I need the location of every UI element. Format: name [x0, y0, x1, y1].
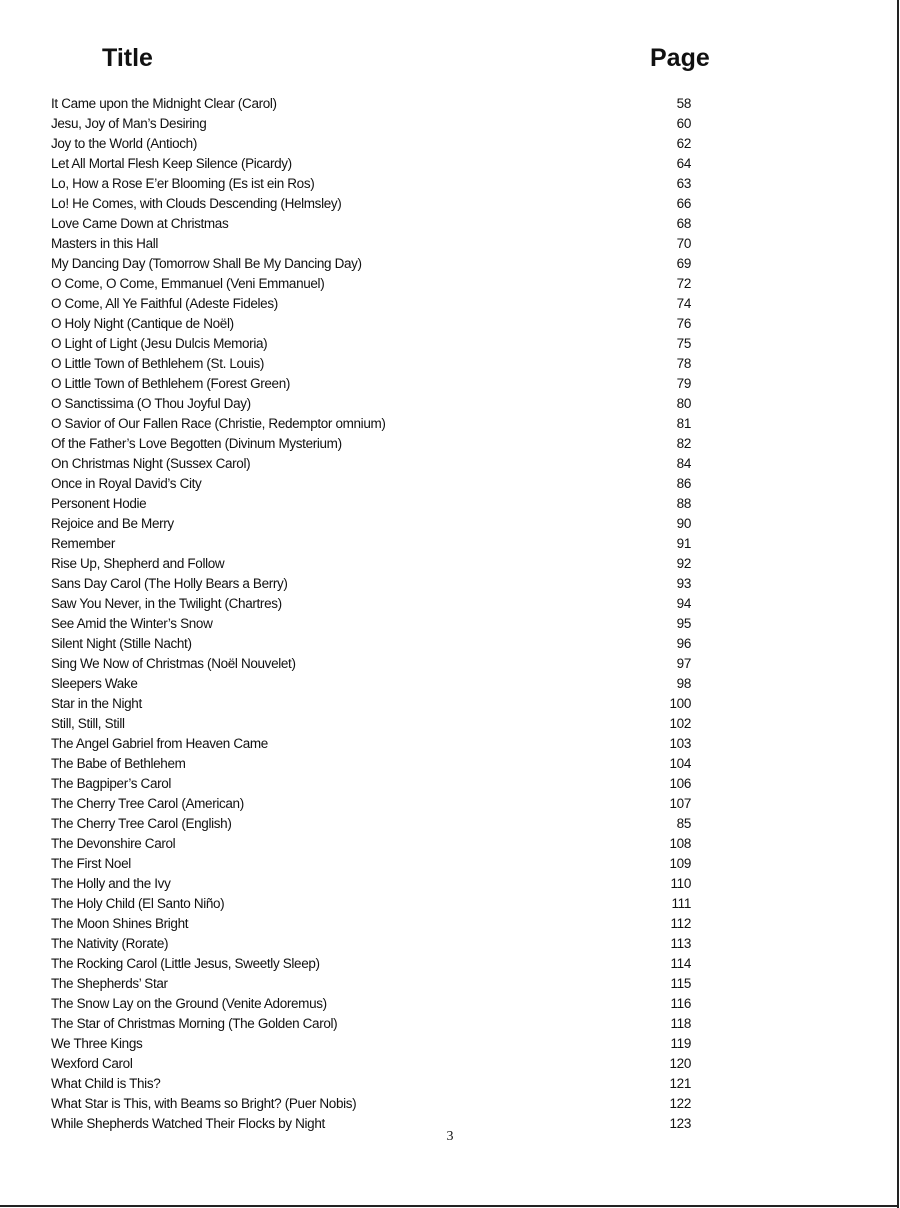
- toc-entry-title: O Little Town of Bethlehem (Forest Green): [51, 376, 291, 391]
- toc-entry-title: The Bagpiper’s Carol: [51, 776, 172, 791]
- toc-entry-page: 97: [676, 656, 691, 671]
- toc-entry-page: 85: [676, 816, 691, 831]
- toc-entry-page: 94: [676, 596, 691, 611]
- toc-entry-page: 121: [669, 1076, 691, 1091]
- toc-entry: [51, 394, 701, 414]
- toc-entry-page: 80: [676, 396, 691, 411]
- toc-entry-title: The Holy Child (El Santo Niño): [51, 896, 225, 911]
- toc-entry-title: Joy to the World (Antioch): [51, 136, 197, 151]
- toc-entry: [51, 934, 701, 954]
- toc-entry: [51, 294, 701, 314]
- toc-entry: [51, 174, 701, 194]
- toc-entry-title: While Shepherds Watched Their Flocks by Night: [51, 1116, 325, 1131]
- toc-entry: [51, 994, 701, 1014]
- title-column-heading: Title: [102, 44, 153, 72]
- toc-entry: [51, 534, 701, 554]
- toc-entry: [51, 514, 701, 534]
- toc-entry: [51, 734, 701, 754]
- toc-entry-page: 93: [676, 576, 691, 591]
- toc-entry-title: O Little Town of Bethlehem (St. Louis): [51, 356, 265, 371]
- toc-entry: [51, 454, 701, 474]
- toc-entry-title: The First Noel: [51, 856, 131, 871]
- toc-entry-page: 60: [676, 116, 691, 131]
- toc-entry-title: The Angel Gabriel from Heaven Came: [51, 736, 268, 751]
- toc-entry: [51, 874, 701, 894]
- toc-entry: [51, 554, 701, 574]
- toc-entry-title: O Come, All Ye Faithful (Adeste Fideles): [51, 296, 278, 311]
- toc-entry-page: 114: [670, 956, 691, 971]
- toc-entry: [51, 574, 701, 594]
- toc-entry: [51, 854, 701, 874]
- toc-entry-page: 96: [676, 636, 691, 651]
- toc-entry-page: 113: [670, 936, 691, 951]
- toc-entry: [51, 974, 701, 994]
- toc-entry-page: 72: [676, 276, 691, 291]
- toc-entry-page: 107: [669, 796, 691, 811]
- toc-entry-page: 69: [676, 256, 691, 271]
- page-number: 3: [446, 1129, 454, 1144]
- toc-entry-title: See Amid the Winter’s Snow: [51, 616, 213, 631]
- toc-entry-page: 88: [676, 496, 691, 511]
- toc-entry-page: 122: [669, 1096, 691, 1111]
- toc-entry-title: The Snow Lay on the Ground (Venite Adoremus): [51, 996, 327, 1011]
- toc-entry-page: 111: [671, 896, 691, 911]
- toc-entry: [51, 914, 701, 934]
- toc-entry-title: Love Came Down at Christmas: [51, 216, 229, 231]
- toc-entry-page: 120: [669, 1056, 691, 1071]
- toc-entry-page: 63: [676, 176, 691, 191]
- toc-entry-title: Let All Mortal Flesh Keep Silence (Picardy): [51, 156, 292, 171]
- toc-entry: [51, 334, 701, 354]
- toc-entry-title: The Rocking Carol (Little Jesus, Sweetly Sleep): [51, 956, 320, 971]
- toc-entry-title: O Holy Night (Cantique de Noël): [51, 316, 234, 331]
- toc-entry-page: 106: [669, 776, 691, 791]
- toc-entry-title: The Shepherds’ Star: [51, 976, 168, 991]
- toc-entry-page: 90: [676, 516, 691, 531]
- toc-entry: [51, 754, 701, 774]
- toc-entry: [51, 1094, 701, 1114]
- toc-entry-title: The Cherry Tree Carol (American): [51, 796, 244, 811]
- toc-entry-page: 82: [676, 436, 691, 451]
- toc-entry: [51, 814, 701, 834]
- toc-entry-page: 103: [669, 736, 691, 751]
- toc-entry: [51, 194, 701, 214]
- toc-entry-title: My Dancing Day (Tomorrow Shall Be My Dancing Day): [51, 256, 362, 271]
- page-bottom-border: [0, 1205, 899, 1207]
- toc-entry: [51, 1074, 701, 1094]
- toc-entry-title: The Moon Shines Bright: [51, 916, 189, 931]
- toc-entry: [51, 414, 701, 434]
- toc-entry: [51, 354, 701, 374]
- toc-entry-page: 86: [676, 476, 691, 491]
- toc-entry-title: Silent Night (Stille Nacht): [51, 636, 192, 651]
- toc-entry-page: 81: [676, 416, 691, 431]
- toc-entry: [51, 234, 701, 254]
- toc-entry-page: 62: [676, 136, 691, 151]
- toc-entry-title: Rejoice and Be Merry: [51, 516, 174, 531]
- toc-entry: [51, 654, 701, 674]
- toc-entry: [51, 134, 701, 154]
- toc-entry-page: 116: [670, 996, 691, 1011]
- toc-entry-title: The Cherry Tree Carol (English): [51, 816, 232, 831]
- toc-entry-page: 95: [676, 616, 691, 631]
- toc-entry-page: 118: [670, 1016, 691, 1031]
- toc-entry: [51, 1054, 701, 1074]
- toc-entry: [51, 674, 701, 694]
- toc-entry-title: Still, Still, Still: [51, 716, 125, 731]
- toc-entry-page: 112: [670, 916, 691, 931]
- toc-entry: [51, 1034, 701, 1054]
- toc-entry: [51, 594, 701, 614]
- toc-entry-page: 91: [676, 536, 691, 551]
- toc-entry-title: The Holly and the Ivy: [51, 876, 171, 891]
- toc-entry-title: Once in Royal David’s City: [51, 476, 202, 491]
- toc-entry-page: 74: [676, 296, 691, 311]
- toc-entry-page: 64: [676, 156, 691, 171]
- toc-entry-title: Rise Up, Shepherd and Follow: [51, 556, 225, 571]
- toc-entry: [51, 714, 701, 734]
- toc-entry-page: 100: [669, 696, 691, 711]
- toc-entry-title: Sing We Now of Christmas (Noël Nouvelet): [51, 656, 296, 671]
- toc-entry-page: 115: [670, 976, 691, 991]
- toc-entry-title: What Star is This, with Beams so Bright? (Puer Nobis): [51, 1096, 357, 1111]
- toc-entry-page: 75: [676, 336, 691, 351]
- toc-entry: [51, 894, 701, 914]
- toc-entry-page: 58: [676, 96, 691, 111]
- toc-entry-title: O Sanctissima (O Thou Joyful Day): [51, 396, 251, 411]
- toc-entry-page: 70: [676, 236, 691, 251]
- toc-entry-title: Of the Father’s Love Begotten (Divinum Mysterium): [51, 436, 342, 451]
- toc-entry: [51, 274, 701, 294]
- toc-entry-title: Sleepers Wake: [51, 676, 138, 691]
- toc-entry-page: 109: [669, 856, 691, 871]
- toc-entry-page: 108: [669, 836, 691, 851]
- toc-entry-title: We Three Kings: [51, 1036, 143, 1051]
- toc-entry-title: Lo, How a Rose E’er Blooming (Es ist ein Ros): [51, 176, 315, 191]
- toc-entry-page: 84: [676, 456, 691, 471]
- toc-entry-page: 123: [669, 1116, 691, 1131]
- toc-entry: [51, 634, 701, 654]
- toc-entry-title: Saw You Never, in the Twilight (Chartres): [51, 596, 282, 611]
- toc-entry-title: Sans Day Carol (The Holly Bears a Berry): [51, 576, 288, 591]
- toc-entry: [51, 114, 701, 134]
- toc-entry: [51, 254, 701, 274]
- toc-entry-page: 119: [670, 1036, 691, 1051]
- toc-entry-page: 68: [676, 216, 691, 231]
- page-right-border: [897, 0, 899, 1208]
- toc-entry: [51, 614, 701, 634]
- toc-entry: [51, 834, 701, 854]
- page-column-heading: Page: [650, 44, 710, 72]
- toc-entry-page: 98: [676, 676, 691, 691]
- toc-entry-title: The Babe of Bethlehem: [51, 756, 186, 771]
- toc-entry: [51, 1014, 701, 1034]
- toc-entry: [51, 154, 701, 174]
- toc-entry: [51, 494, 701, 514]
- toc-entry: [51, 214, 701, 234]
- table-of-contents: [51, 94, 701, 1134]
- toc-entry: [51, 954, 701, 974]
- toc-entry-title: The Devonshire Carol: [51, 836, 176, 851]
- toc-entry-title: The Star of Christmas Morning (The Golden Carol): [51, 1016, 338, 1031]
- toc-entry-title: What Child is This?: [51, 1076, 161, 1091]
- toc-entry: [51, 94, 701, 114]
- toc-entry: [51, 694, 701, 714]
- toc-entry: [51, 474, 701, 494]
- toc-entry: [51, 314, 701, 334]
- toc-entry-page: 79: [676, 376, 691, 391]
- toc-entry-page: 102: [669, 716, 691, 731]
- toc-entry-title: It Came upon the Midnight Clear (Carol): [51, 96, 277, 111]
- toc-entry-page: 92: [676, 556, 691, 571]
- toc-entry-title: Personent Hodie: [51, 496, 147, 511]
- toc-entry-title: Remember: [51, 536, 115, 551]
- toc-entry-page: 78: [676, 356, 691, 371]
- toc-entry-title: O Come, O Come, Emmanuel (Veni Emmanuel): [51, 276, 325, 291]
- toc-entry-page: 76: [676, 316, 691, 331]
- toc-entry: [51, 774, 701, 794]
- toc-entry-title: O Light of Light (Jesu Dulcis Memoria): [51, 336, 268, 351]
- toc-entry: [51, 794, 701, 814]
- toc-entry-title: Wexford Carol: [51, 1056, 133, 1071]
- toc-entry-title: Star in the Night: [51, 696, 142, 711]
- toc-entry-title: Jesu, Joy of Man’s Desiring: [51, 116, 207, 131]
- toc-entry-title: The Nativity (Rorate): [51, 936, 169, 951]
- toc-entry-title: O Savior of Our Fallen Race (Christie, Redemptor omnium): [51, 416, 386, 431]
- toc-entry-title: Masters in this Hall: [51, 236, 159, 251]
- toc-entry-page: 66: [676, 196, 691, 211]
- toc-entry: [51, 374, 701, 394]
- toc-entry-title: Lo! He Comes, with Clouds Descending (Helmsley): [51, 196, 342, 211]
- toc-entry-title: On Christmas Night (Sussex Carol): [51, 456, 251, 471]
- toc-entry-page: 104: [669, 756, 691, 771]
- toc-entry: [51, 434, 701, 454]
- toc-entry-page: 110: [670, 876, 691, 891]
